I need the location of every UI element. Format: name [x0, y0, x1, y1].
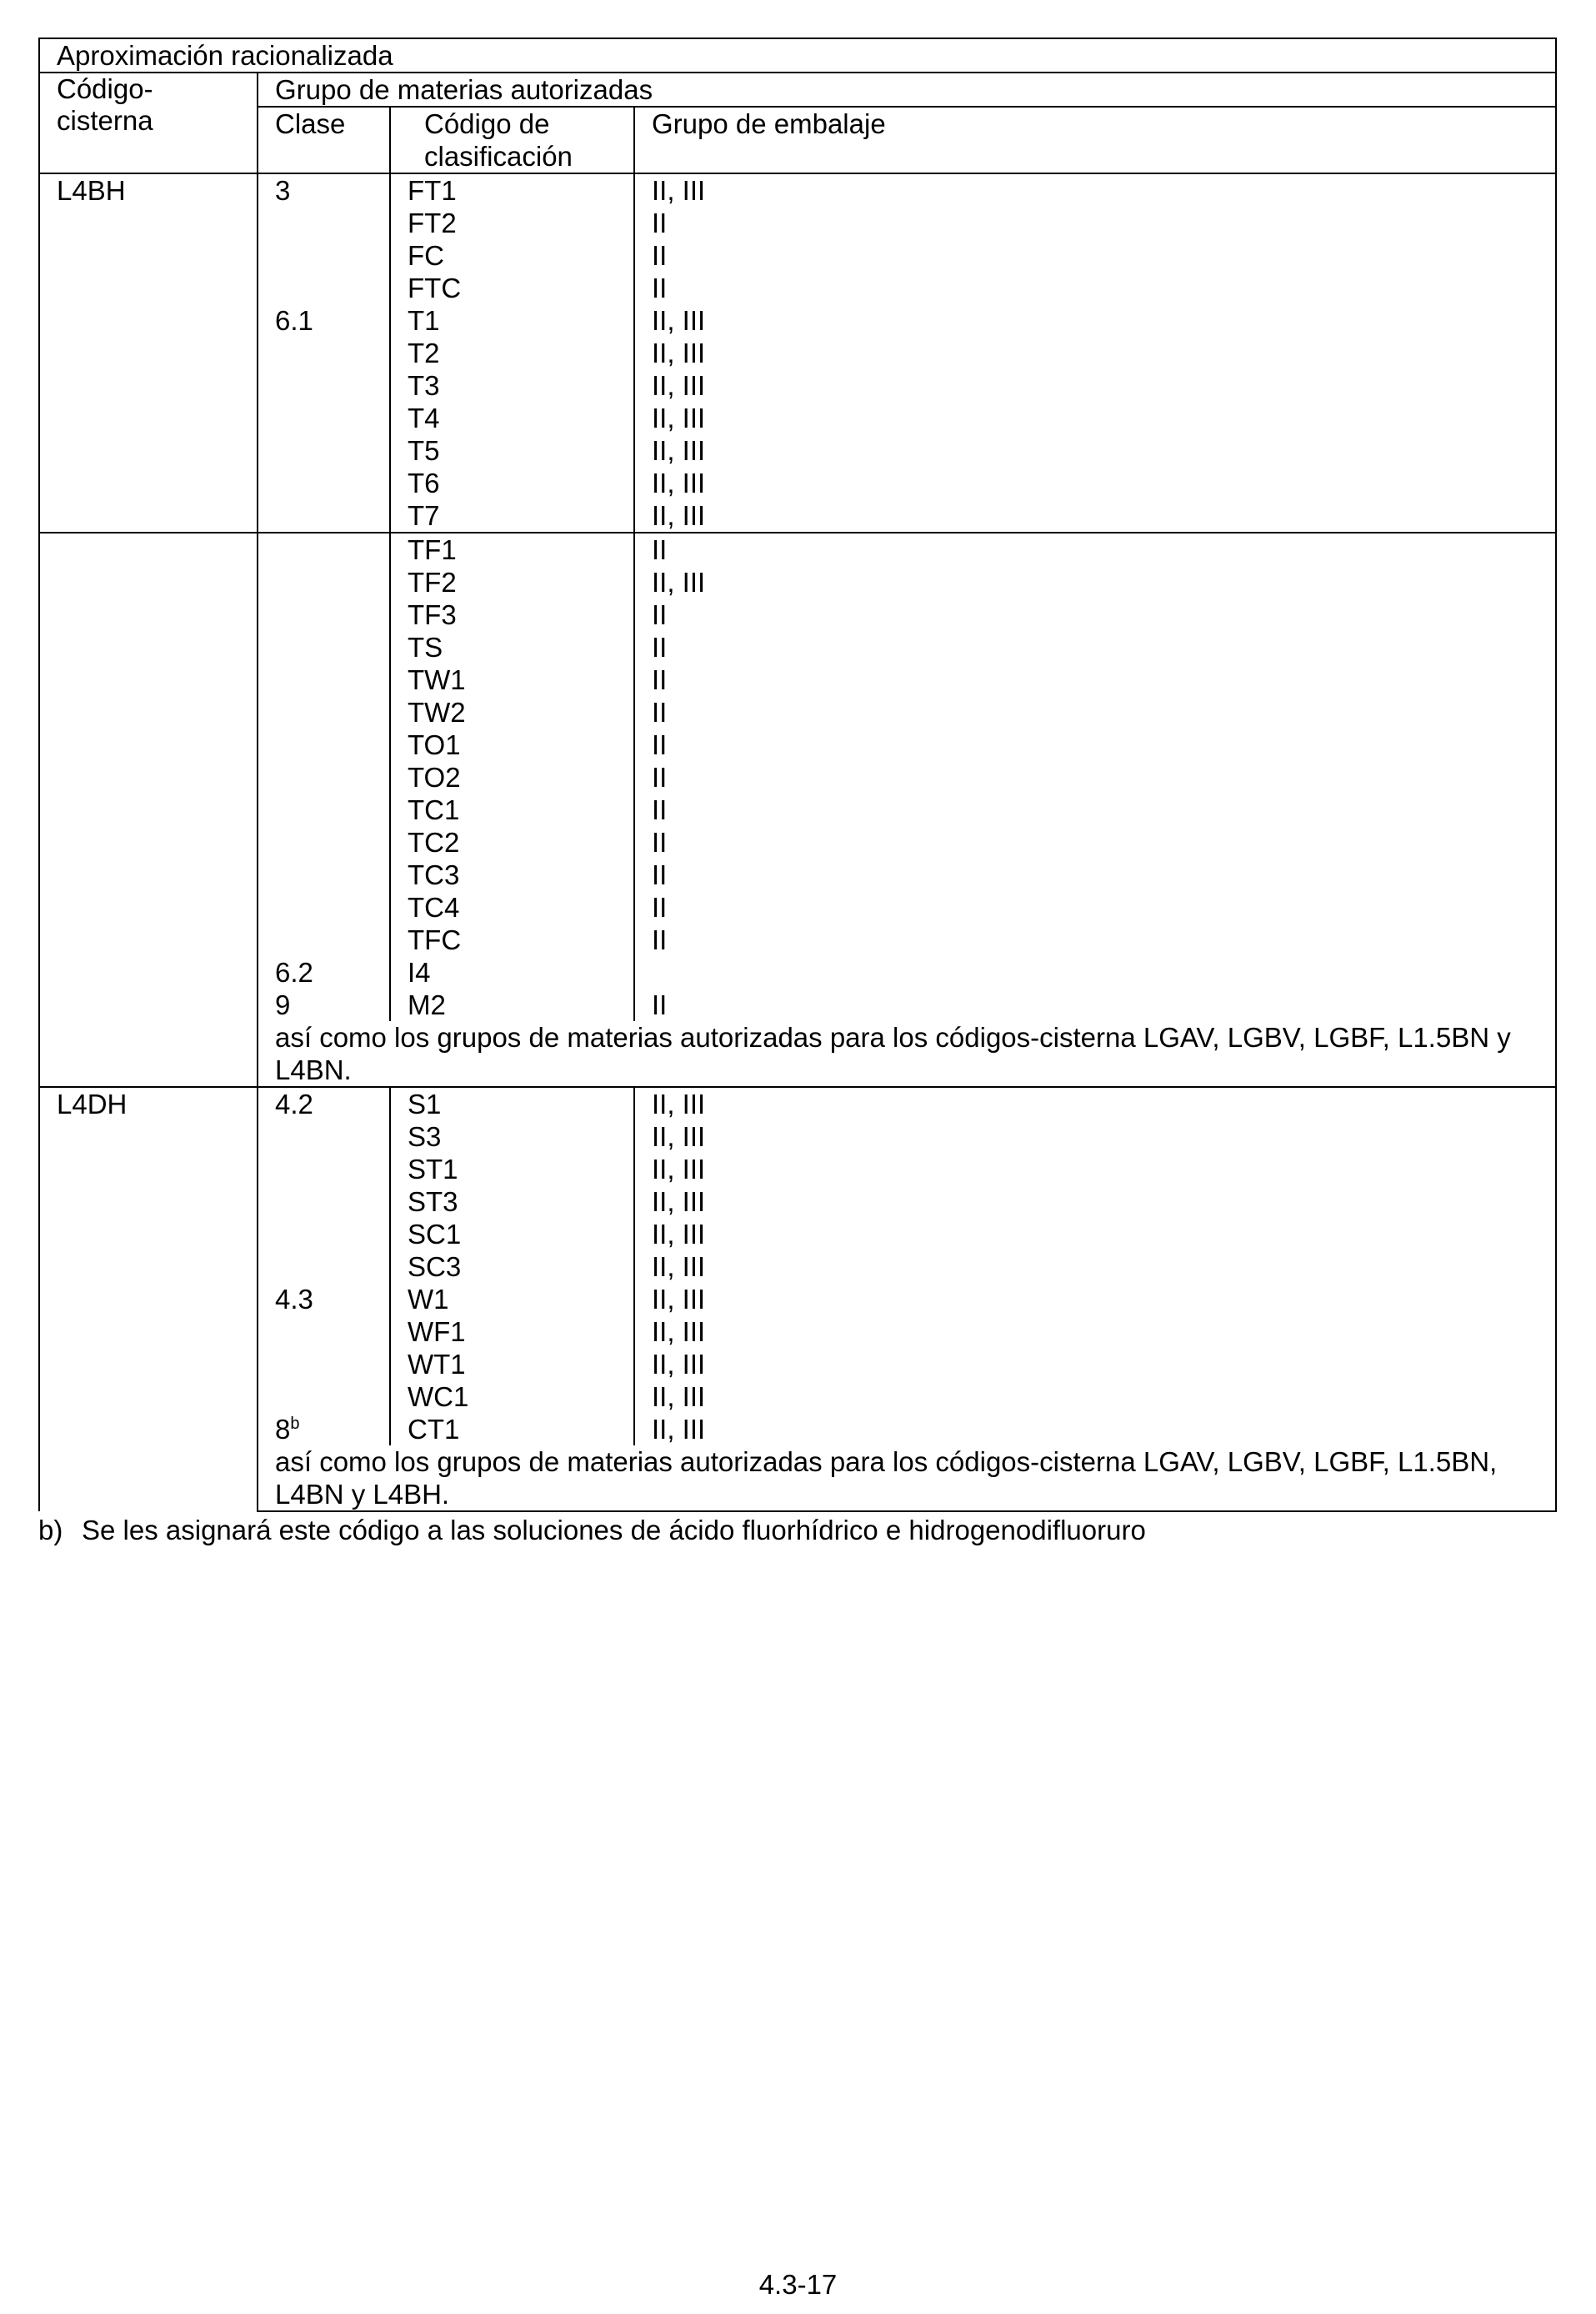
- table-row: [39, 1348, 1556, 1380]
- table-row: [39, 1218, 1556, 1250]
- class-cell: [258, 467, 390, 499]
- packing-group-cell: II: [634, 272, 1556, 304]
- class-cell: [258, 1218, 390, 1250]
- classification-code-cell: S3: [390, 1120, 634, 1153]
- class-cell: [258, 173, 390, 207]
- table-row: [39, 729, 1556, 761]
- table-row: [39, 1087, 1556, 1120]
- class-cell: [258, 1153, 390, 1185]
- header-packing-group: Grupo de embalaje: [634, 107, 1556, 173]
- classification-code-cell: TF3: [390, 599, 634, 631]
- classification-code-cell: ST1: [390, 1153, 634, 1185]
- table-row-note: [39, 1021, 1556, 1087]
- class-cell: [258, 566, 390, 599]
- class-value: 9: [275, 989, 291, 1020]
- table-row: [39, 239, 1556, 272]
- classification-code-cell: WC1: [390, 1380, 634, 1413]
- classification-code-cell: I4: [390, 956, 634, 989]
- table-row: [39, 1283, 1556, 1315]
- packing-group-cell: II, III: [634, 1380, 1556, 1413]
- classification-code-cell: TC1: [390, 794, 634, 826]
- classification-code-cell: T7: [390, 499, 634, 533]
- classification-code-cell: SC1: [390, 1218, 634, 1250]
- table-row: [39, 599, 1556, 631]
- classification-code-cell: TC4: [390, 891, 634, 924]
- class-cell: [258, 599, 390, 631]
- table-row: [39, 304, 1556, 337]
- packing-group-cell: II: [634, 989, 1556, 1021]
- packing-group-cell: II, III: [634, 369, 1556, 402]
- packing-group-cell: II: [634, 664, 1556, 696]
- packing-group-cell: II: [634, 859, 1556, 891]
- table-row: [39, 1315, 1556, 1348]
- footnote-label: b): [38, 1515, 63, 1545]
- packing-group-cell: II, III: [634, 1348, 1556, 1380]
- class-cell: [258, 664, 390, 696]
- tank-code-cell: [39, 533, 258, 1087]
- table-row: [39, 794, 1556, 826]
- table-row: [39, 956, 1556, 989]
- packing-group-cell: [634, 956, 1556, 989]
- class-cell: [258, 1348, 390, 1380]
- class-cell: [258, 956, 390, 989]
- class-cell: [258, 207, 390, 239]
- class-cell: [258, 369, 390, 402]
- document-page: [38, 38, 1557, 1546]
- packing-group-cell: II: [634, 239, 1556, 272]
- table-row: [39, 1380, 1556, 1413]
- class-value: 6.1: [275, 305, 313, 336]
- classification-code-cell: TW2: [390, 696, 634, 729]
- footnote-text: Se les asignará este código a las soluciones de ácido fluorhídrico e hidrogenodifluoruro: [82, 1515, 1146, 1545]
- class-cell: [258, 826, 390, 859]
- classification-code-cell: M2: [390, 989, 634, 1021]
- footnote-ref: b: [290, 1415, 300, 1433]
- classification-code-cell: FC: [390, 239, 634, 272]
- class-cell: [258, 1380, 390, 1413]
- table-row: [39, 664, 1556, 696]
- table-row: [39, 1413, 1556, 1445]
- packing-group-cell: II: [634, 761, 1556, 794]
- class-cell: [258, 1250, 390, 1283]
- classification-code-cell: T1: [390, 304, 634, 337]
- table-row: [39, 1120, 1556, 1153]
- classification-code-cell: FT1: [390, 173, 634, 207]
- class-cell: [258, 859, 390, 891]
- class-cell: [258, 402, 390, 434]
- classification-code-cell: WT1: [390, 1348, 634, 1380]
- class-value: 4.2: [275, 1089, 313, 1119]
- packing-group-cell: II, III: [634, 304, 1556, 337]
- packing-group-cell: II: [634, 924, 1556, 956]
- authorized-groups-note: así como los grupos de materias autorizadas para los códigos-cisterna LGAV, LGBV, LGBF, L1.5BN y L4BN.: [258, 1021, 1556, 1087]
- packing-group-cell: II, III: [634, 1185, 1556, 1218]
- class-cell: [258, 1120, 390, 1153]
- packing-group-cell: II, III: [634, 467, 1556, 499]
- packing-group-cell: II: [634, 891, 1556, 924]
- header-tank-code: Código- cisterna: [39, 73, 258, 173]
- classification-code-cell: T3: [390, 369, 634, 402]
- packing-group-cell: II, III: [634, 1283, 1556, 1315]
- class-cell: [258, 1087, 390, 1120]
- classification-code-cell: T6: [390, 467, 634, 499]
- packing-group-cell: II: [634, 826, 1556, 859]
- packing-group-cell: II, III: [634, 499, 1556, 533]
- class-cell: [258, 533, 390, 566]
- packing-group-cell: II, III: [634, 434, 1556, 467]
- class-cell: [258, 1315, 390, 1348]
- class-cell: [258, 631, 390, 664]
- table-row: [39, 1250, 1556, 1283]
- packing-group-cell: II, III: [634, 1250, 1556, 1283]
- table-header: [39, 38, 1556, 173]
- class-cell: [258, 337, 390, 369]
- class-value: 8: [275, 1414, 291, 1445]
- tank-code-table: [38, 38, 1557, 1512]
- table-body: [39, 173, 1556, 1511]
- table-row: [39, 761, 1556, 794]
- class-cell: [258, 924, 390, 956]
- class-cell: [258, 761, 390, 794]
- table-title: Aproximación racionalizada: [39, 38, 1556, 73]
- tank-code-cell: L4BH: [39, 173, 258, 533]
- packing-group-cell: II, III: [634, 1413, 1556, 1445]
- authorized-groups-note: así como los grupos de materias autorizadas para los códigos-cisterna LGAV, LGBV, LGBF, L1.5BN, L4BN y L4BH.: [258, 1445, 1556, 1511]
- table-row: [39, 499, 1556, 533]
- class-cell: [258, 1283, 390, 1315]
- table-row-note: [39, 1445, 1556, 1511]
- classification-code-cell: ST3: [390, 1185, 634, 1218]
- class-cell: [258, 989, 390, 1021]
- classification-code-cell: CT1: [390, 1413, 634, 1445]
- classification-code-cell: SC3: [390, 1250, 634, 1283]
- header-classification-code: Código de clasificación: [390, 107, 634, 173]
- packing-group-cell: II: [634, 729, 1556, 761]
- packing-group-cell: II: [634, 794, 1556, 826]
- classification-code-cell: TF1: [390, 533, 634, 566]
- class-cell: [258, 1185, 390, 1218]
- class-cell: [258, 434, 390, 467]
- classification-code-cell: TO1: [390, 729, 634, 761]
- class-cell: [258, 272, 390, 304]
- classification-code-cell: WF1: [390, 1315, 634, 1348]
- packing-group-cell: II: [634, 631, 1556, 664]
- packing-group-cell: II, III: [634, 1087, 1556, 1120]
- classification-code-cell: FT2: [390, 207, 634, 239]
- table-row: [39, 434, 1556, 467]
- table-row: [39, 891, 1556, 924]
- classification-code-cell: TFC: [390, 924, 634, 956]
- table-row: [39, 272, 1556, 304]
- table-row: [39, 173, 1556, 207]
- class-cell: [258, 304, 390, 337]
- header-class: Clase: [258, 107, 390, 173]
- class-cell: [258, 239, 390, 272]
- classification-code-cell: TS: [390, 631, 634, 664]
- packing-group-cell: II: [634, 696, 1556, 729]
- packing-group-cell: II, III: [634, 173, 1556, 207]
- table-row: [39, 1185, 1556, 1218]
- classification-code-cell: FTC: [390, 272, 634, 304]
- packing-group-cell: II, III: [634, 402, 1556, 434]
- class-value: 4.3: [275, 1284, 313, 1315]
- table-row: [39, 1153, 1556, 1185]
- classification-code-cell: TC3: [390, 859, 634, 891]
- table-row: [39, 337, 1556, 369]
- table-row: [39, 631, 1556, 664]
- packing-group-cell: II: [634, 533, 1556, 566]
- class-cell: [258, 729, 390, 761]
- packing-group-cell: II, III: [634, 1218, 1556, 1250]
- class-cell: [258, 696, 390, 729]
- page-number: 4.3-17: [758, 2269, 838, 2300]
- class-cell: [258, 499, 390, 533]
- classification-code-cell: TW1: [390, 664, 634, 696]
- classification-code-cell: T2: [390, 337, 634, 369]
- tank-code-cell: L4DH: [39, 1087, 258, 1511]
- class-cell: [258, 891, 390, 924]
- packing-group-cell: II, III: [634, 566, 1556, 599]
- table-row: [39, 566, 1556, 599]
- classification-code-cell: TF2: [390, 566, 634, 599]
- classification-code-cell: TO2: [390, 761, 634, 794]
- classification-code-cell: W1: [390, 1283, 634, 1315]
- classification-code-cell: TC2: [390, 826, 634, 859]
- footnote: [38, 1514, 1557, 1546]
- packing-group-cell: II, III: [634, 1153, 1556, 1185]
- packing-group-cell: II: [634, 599, 1556, 631]
- table-row: [39, 859, 1556, 891]
- table-row: [39, 402, 1556, 434]
- classification-code-cell: T5: [390, 434, 634, 467]
- table-row: [39, 467, 1556, 499]
- packing-group-cell: II, III: [634, 337, 1556, 369]
- class-value: 3: [275, 175, 291, 206]
- packing-group-cell: II, III: [634, 1120, 1556, 1153]
- table-row: [39, 369, 1556, 402]
- table-row: [39, 533, 1556, 566]
- class-cell: [258, 794, 390, 826]
- table-row: [39, 696, 1556, 729]
- class-cell: [258, 1413, 390, 1445]
- table-row: [39, 924, 1556, 956]
- table-row: [39, 989, 1556, 1021]
- table-row: [39, 207, 1556, 239]
- packing-group-cell: II, III: [634, 1315, 1556, 1348]
- table-row: [39, 826, 1556, 859]
- packing-group-cell: II: [634, 207, 1556, 239]
- class-value: 6.2: [275, 957, 313, 988]
- header-group: Grupo de materias autorizadas: [258, 73, 1556, 107]
- classification-code-cell: S1: [390, 1087, 634, 1120]
- classification-code-cell: T4: [390, 402, 634, 434]
